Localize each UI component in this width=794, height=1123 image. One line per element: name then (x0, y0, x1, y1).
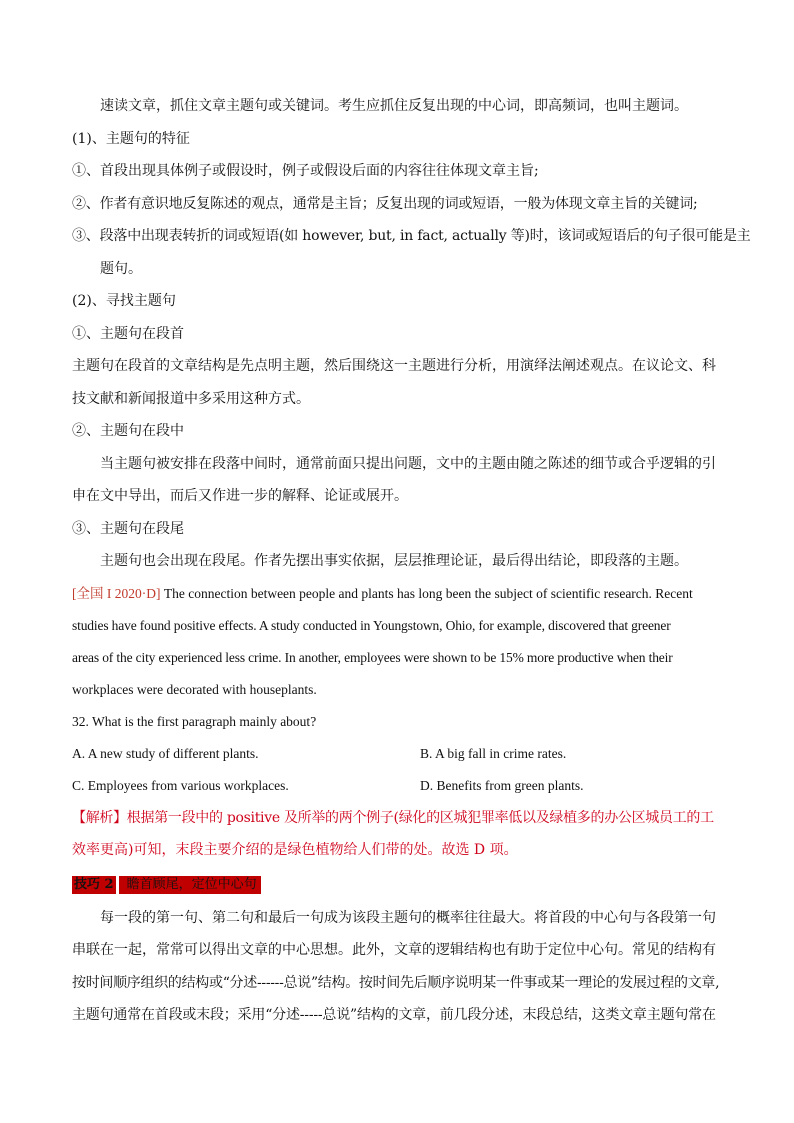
feature-point-2: ②、作者有意识地反复陈述的观点，通常是主旨；反复出现的词或短语，一般为体现文章主旨的关键词; (72, 195, 698, 212)
example-passage-line-2: studies have found positive effects. A study conducted in Youngstown, Ohio, for example, discovered that greener (72, 617, 671, 633)
position-end-text-1: 主题句也会出现在段尾。作者先摆出事实依据，层层推理论证，最后得出结论，即段落的主题。 (100, 553, 688, 569)
position-middle-title: ②、主题句在段中 (72, 423, 184, 439)
section1-heading: (1)、主题句的特征 (72, 130, 190, 147)
option-d: D. Benefits from green plants. (420, 777, 584, 793)
example-passage-line-1: [全国 I 2020·D] The connection between people and plants has long been the subject of scientific research. Recent (72, 585, 693, 601)
tip2-header (72, 873, 722, 894)
analysis-line-2: 效率更高)可知，末段主要介绍的是绿色植物给人们带的处。故选 D 项。 (72, 842, 518, 858)
tip2-text-3: 按时间顺序组织的结构或“分述------总说”结构。按时间先后顺序说明某一件事或某一理论的发展过程的文章, (72, 974, 720, 991)
tip2-title: 瞻首顾尾，定位中心句 (119, 876, 261, 894)
example-passage-line-4: workplaces were decorated with houseplants. (72, 681, 317, 697)
tip2-text-4: 主题句通常在首段或末段；采用“分述-----总说”结构的文章，前几段分述，末段总结，这类文章主题句常在 (72, 1007, 716, 1023)
position-end-title: ③、主题句在段尾 (72, 520, 184, 537)
position-start-text-1: 主题句在段首的文章结构是先点明主题，然后围绕这一主题进行分析，用演绎法阐述观点。在议论文、科 (72, 358, 716, 374)
tip2-text-1: 每一段的第一句、第二句和最后一句成为该段主题句的概率往往最大。将首段的中心句与各段第一句 (100, 909, 716, 926)
option-a: A. A new study of different plants. (72, 745, 259, 761)
feature-point-3-continued: 题句。 (100, 260, 142, 277)
tip2-badge: 技巧 2 (74, 876, 114, 892)
example-passage-line-3: areas of the city experienced less crime. In another, employees were shown to be 15% more productive when their (72, 649, 673, 665)
example-source-tag: [全国 I 2020·D] (72, 585, 161, 601)
feature-point-1: ①、首段出现具体例子或假设时，例子或假设后面的内容往往体现文章主旨; (72, 163, 539, 179)
document-page (72, 96, 751, 1038)
position-middle-text-1: 当主题句被安排在段落中间时，通常前面只提出问题，文中的主题由随之陈述的细节或合乎逻辑的引 (100, 455, 716, 472)
option-b: B. A big fall in crime rates. (420, 745, 567, 761)
position-start-text-2: 技文献和新闻报道中多采用这种方式。 (72, 390, 310, 407)
section2-heading: (2)、寻找主题句 (72, 293, 176, 309)
intro-paragraph: 速读文章，抓住文章主题句或关键词。考生应抓住反复出现的中心词，即高频词，也叫主题词。 (100, 98, 688, 114)
position-middle-text-2: 申在文中导出，而后又作进一步的解释、论证或展开。 (72, 488, 408, 504)
analysis-line-1: 【解析】根据第一段中的 positive 及所举的两个例子(绿化的区城犯罪率低以及绿植多的办公区城员工的工 (72, 809, 714, 826)
tip2-text-2: 串联在一起，常常可以得出文章的中心思想。此外，文章的逻辑结构也有助于定位中心句。常见的结构有 (72, 942, 716, 958)
options-row-1 (72, 744, 722, 764)
question-text: 32. What is the first paragraph mainly about? (72, 713, 317, 729)
options-row-2 (72, 776, 722, 796)
feature-point-3: ③、段落中出现表转折的词或短语(如 however, but, in fact, actually 等)时，该词或短语后的句子很可能是主 (72, 228, 751, 244)
option-c: C. Employees from various workplaces. (72, 777, 289, 793)
position-start-title: ①、主题句在段首 (72, 325, 184, 342)
